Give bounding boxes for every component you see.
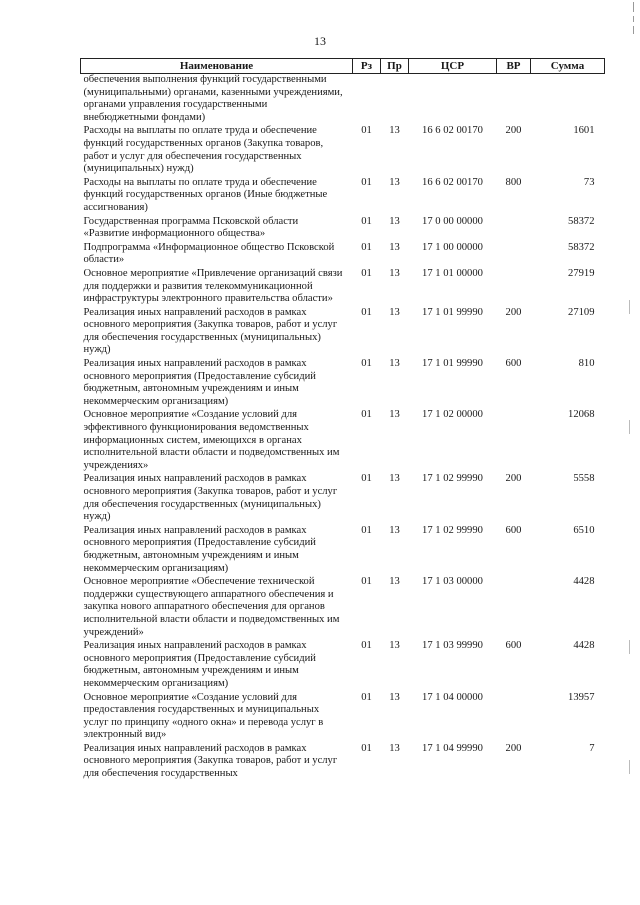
cell-csr	[409, 74, 497, 126]
cell-vr: 600	[505, 524, 522, 536]
cell-vr	[497, 692, 531, 743]
cell-sum: 27919	[568, 267, 595, 279]
table-row	[81, 307, 605, 358]
header-csr: ЦСР	[409, 59, 497, 74]
cell-vr: 800	[505, 176, 522, 188]
table-row	[81, 177, 605, 216]
cell-csr: 17 0 00 00000	[422, 215, 483, 227]
cell-sum: 13957	[568, 691, 595, 703]
cell-csr: 17 1 02 99990	[422, 473, 483, 485]
cell-csr: 16 6 02 00170	[422, 176, 483, 188]
cell-sum: 27109	[568, 306, 595, 318]
cell-name: Расходы на выплаты по оплате труда и обеспечение функций государственных органов (Закупка товаров, работ и услуг для обеспечения государственных (муниципальных) нужд)	[83, 125, 324, 175]
cell-vr: 200	[505, 473, 522, 485]
cell-csr: 17 1 04 99990	[422, 742, 483, 754]
cell-pr: 13	[389, 524, 400, 536]
cell-pr: 13	[389, 176, 400, 188]
cell-pr: 13	[389, 473, 400, 485]
table-row	[81, 125, 605, 176]
page-number: 13	[314, 34, 326, 48]
cell-csr: 17 1 02 00000	[422, 409, 483, 421]
cell-name: Реализация иных направлений расходов в рамках основного мероприятия (Закупка товаров, работ и услуг для обеспечения государственных	[83, 742, 338, 780]
cell-pr: 13	[389, 640, 400, 652]
cell-sum: 58372	[568, 241, 595, 253]
cell-vr	[497, 216, 531, 242]
cell-vr	[497, 268, 531, 307]
header-sum: Сумма	[531, 59, 605, 74]
scan-edge-marks	[620, 0, 640, 60]
cell-sum: 4428	[573, 640, 595, 652]
cell-name: Основное мероприятие «Обеспечение технической поддержки существующего аппаратного обеспечения и закупка нового аппаратного обеспечения для органов исполнительной власти области и подведомственных им учреждений»	[83, 576, 340, 638]
cell-name: Расходы на выплаты по оплате труда и обеспечение функций государственных органов (Иные бюджетные ассигнования)	[83, 176, 328, 213]
cell-rz	[353, 74, 381, 126]
cell-csr: 17 1 02 99990	[422, 524, 483, 536]
cell-sum: 5558	[573, 473, 595, 485]
cell-csr: 17 1 04 00000	[422, 691, 483, 703]
cell-rz: 01	[361, 742, 372, 754]
table-header-row	[81, 59, 605, 74]
cell-pr: 13	[389, 306, 400, 318]
cell-pr: 13	[389, 125, 400, 137]
cell-name: Основное мероприятие «Создание условий для эффективного функционирования ведомственных информационных систем, имеющихся в органах исполнительной власти области и подведомственных им учреждениях»	[83, 409, 340, 471]
cell-pr: 13	[389, 267, 400, 279]
cell-rz: 01	[361, 306, 372, 318]
cell-name: Подпрограмма «Информационное общество Псковской области»	[83, 241, 335, 266]
scan-margin-mark	[629, 640, 630, 654]
table-row	[81, 743, 605, 782]
cell-rz: 01	[361, 524, 372, 536]
cell-sum: 810	[578, 358, 595, 370]
cell-name: Реализация иных направлений расходов в рамках основного мероприятия (Закупка товаров, работ и услуг для обеспечения государственных (муниципальных) нужд)	[83, 473, 338, 523]
cell-sum: 7	[589, 742, 595, 754]
cell-rz: 01	[361, 176, 372, 188]
cell-name: Государственная программа Псковской области «Развитие информационного общества»	[83, 215, 299, 240]
cell-csr: 17 1 01 00000	[422, 267, 483, 279]
cell-vr	[497, 242, 531, 268]
cell-vr: 600	[505, 640, 522, 652]
table-row	[81, 692, 605, 743]
cell-sum: 1601	[573, 125, 595, 137]
header-pr: Пр	[381, 59, 409, 74]
scan-margin-mark	[629, 300, 630, 314]
cell-rz: 01	[361, 409, 372, 421]
header-rz: Рз	[353, 59, 381, 74]
table-row	[81, 358, 605, 409]
cell-rz: 01	[361, 640, 372, 652]
cell-name: Реализация иных направлений расходов в рамках основного мероприятия (Закупка товаров, работ и услуг для обеспечения государственных (муниципальных) нужд)	[83, 306, 338, 356]
cell-csr: 17 1 01 99990	[422, 358, 483, 370]
cell-vr: 600	[505, 358, 522, 370]
cell-rz: 01	[361, 576, 372, 588]
table-row	[81, 576, 605, 640]
cell-rz: 01	[361, 358, 372, 370]
table-row	[81, 242, 605, 268]
cell-rz: 01	[361, 473, 372, 485]
scan-margin-mark	[629, 760, 630, 774]
scan-margin-mark	[629, 420, 630, 434]
cell-name: Реализация иных направлений расходов в рамках основного мероприятия (Предоставление субсидий бюджетным, автономным учреждениям и иным некоммерческим организациям)	[83, 358, 316, 407]
cell-vr	[497, 409, 531, 473]
cell-vr: 200	[505, 742, 522, 754]
table-row	[81, 409, 605, 473]
header-name: Наименование	[81, 59, 353, 74]
cell-csr: 17 1 03 99990	[422, 640, 483, 652]
cell-pr: 13	[389, 742, 400, 754]
cell-rz: 01	[361, 125, 372, 137]
table-row	[81, 473, 605, 524]
cell-vr: 200	[505, 125, 522, 137]
cell-sum	[531, 74, 605, 126]
cell-name: Реализация иных направлений расходов в рамках основного мероприятия (Предоставление субсидий бюджетным, автономным учреждениям и иным некоммерческим организациям)	[83, 640, 316, 689]
cell-rz: 01	[361, 267, 372, 279]
table-row	[81, 216, 605, 242]
budget-allocation-table	[80, 58, 605, 782]
cell-csr: 17 1 01 99990	[422, 306, 483, 318]
cell-sum: 6510	[573, 524, 595, 536]
table-row	[81, 74, 605, 126]
table-row	[81, 268, 605, 307]
cell-csr: 17 1 00 00000	[422, 241, 483, 253]
cell-vr: 200	[505, 306, 522, 318]
table-row	[81, 640, 605, 691]
cell-vr	[497, 74, 531, 126]
table-body	[81, 74, 605, 782]
cell-rz: 01	[361, 215, 372, 227]
header-vr: ВР	[497, 59, 531, 74]
cell-pr: 13	[389, 215, 400, 227]
cell-name: обеспечения выполнения функций государственными (муниципальными) органами, казенными учреждениями, органами управления государственными внебюджетными фондами)	[83, 74, 343, 123]
cell-pr: 13	[389, 358, 400, 370]
cell-rz: 01	[361, 241, 372, 253]
table-row	[81, 525, 605, 576]
cell-pr: 13	[389, 409, 400, 421]
cell-csr: 17 1 03 00000	[422, 576, 483, 588]
cell-vr	[497, 576, 531, 640]
cell-sum: 12068	[568, 409, 595, 421]
cell-pr	[381, 74, 409, 126]
cell-pr: 13	[389, 576, 400, 588]
cell-csr: 16 6 02 00170	[422, 125, 483, 137]
cell-name: Основное мероприятие «Создание условий для предоставления государственных и муниципальных услуг по принципу «одного окна» и перевода услуг в электронный вид»	[83, 691, 324, 741]
cell-sum: 73	[583, 176, 595, 188]
cell-name: Основное мероприятие «Привлечение организаций связи для поддержки и развития телекоммуникационной инфраструктуры электронного правительства области»	[83, 267, 343, 305]
cell-sum: 58372	[568, 215, 595, 227]
cell-rz: 01	[361, 691, 372, 703]
cell-name: Реализация иных направлений расходов в рамках основного мероприятия (Предоставление субсидий бюджетным, автономным учреждениям и иным некоммерческим организациям)	[83, 524, 316, 574]
cell-pr: 13	[389, 241, 400, 253]
cell-sum: 4428	[573, 576, 595, 588]
cell-pr: 13	[389, 691, 400, 703]
